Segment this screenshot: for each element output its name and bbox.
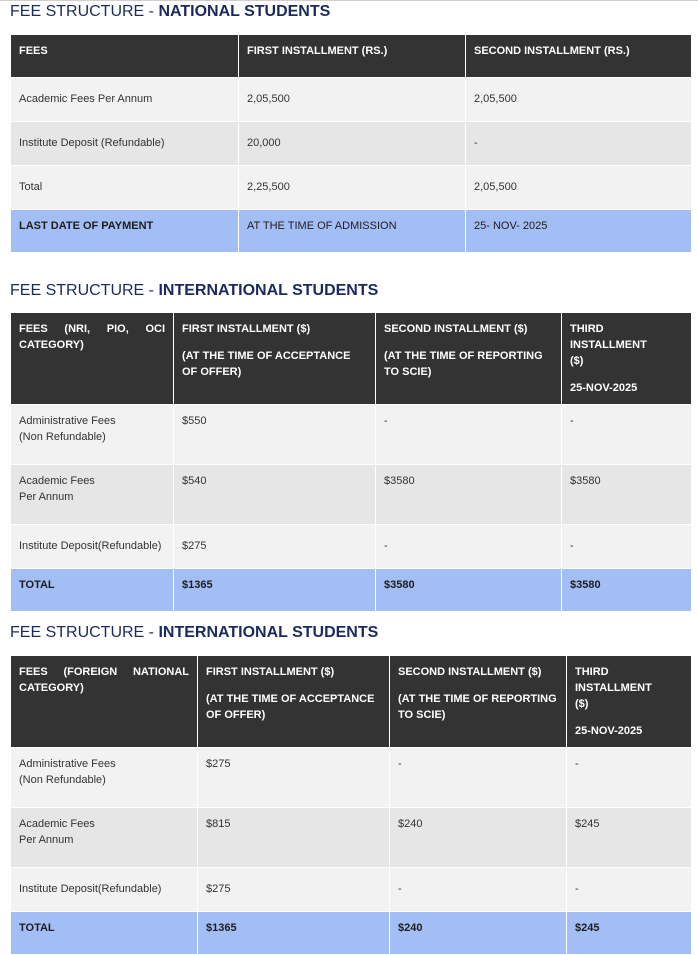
- table-header-row: [11, 313, 692, 405]
- row-label: Administrative Fees (Non Refundable): [11, 405, 174, 465]
- header-fees: FEES: [11, 35, 239, 78]
- row-value: -: [390, 748, 567, 808]
- row-value: $275: [174, 525, 376, 569]
- row-value: $245: [567, 808, 692, 868]
- row-value: $3580: [562, 465, 692, 525]
- row-label: Academic Fees Per Annum: [11, 78, 239, 122]
- row-value: $245: [567, 912, 692, 955]
- section-title-international-nri: FEE STRUCTURE - INTERNATIONAL STUDENTS: [10, 282, 379, 299]
- header-first-installment: FIRST INSTALLMENT ($) (AT THE TIME OF ACCEPTANCE OF OFFER): [198, 656, 390, 748]
- header-fees: FEES (NRI, PIO, OCI CATEGORY): [11, 313, 174, 405]
- row-label: Total: [11, 166, 239, 210]
- header-first-installment: FIRST INSTALLMENT (RS.): [239, 35, 466, 78]
- table-row: [11, 808, 692, 868]
- header-third-installment: THIRD INSTALLMENT ($) 25-NOV-2025: [562, 313, 692, 405]
- table-header-row: [11, 656, 692, 748]
- row-value: -: [390, 868, 567, 912]
- table-row: [11, 525, 692, 569]
- row-value: 20,000: [239, 122, 466, 166]
- table-header-row: [11, 35, 692, 78]
- row-value: $3580: [376, 569, 562, 612]
- top-divider: [0, 0, 698, 1]
- table-row: [11, 465, 692, 525]
- header-third-installment: THIRD INSTALLMENT ($) 25-NOV-2025: [567, 656, 692, 748]
- row-value: $240: [390, 912, 567, 955]
- row-value: $1365: [198, 912, 390, 955]
- row-value: 2,05,500: [239, 78, 466, 122]
- row-value: $3580: [562, 569, 692, 612]
- row-value: $540: [174, 465, 376, 525]
- row-value: -: [466, 122, 692, 166]
- header-first-installment: FIRST INSTALLMENT ($) (AT THE TIME OF ACCEPTANCE OF OFFER): [174, 313, 376, 405]
- row-label: Administrative Fees (Non Refundable): [11, 748, 198, 808]
- row-value: -: [376, 525, 562, 569]
- table-row: [11, 166, 692, 210]
- row-label: Academic Fees Per Annum: [11, 465, 174, 525]
- fee-table-international-foreign: [10, 655, 692, 955]
- row-label: TOTAL: [11, 569, 174, 612]
- table-row: [11, 868, 692, 912]
- row-value: AT THE TIME OF ADMISSION: [239, 210, 466, 253]
- row-value: $1365: [174, 569, 376, 612]
- table-row-highlight: [11, 210, 692, 253]
- header-fees: FEES (FOREIGN NATIONAL CATEGORY): [11, 656, 198, 748]
- table-row: [11, 405, 692, 465]
- row-value: $3580: [376, 465, 562, 525]
- table-row: [11, 748, 692, 808]
- row-value: $240: [390, 808, 567, 868]
- header-second-installment: SECOND INSTALLMENT (RS.): [466, 35, 692, 78]
- row-value: -: [567, 868, 692, 912]
- row-label: Institute Deposit(Refundable): [11, 525, 174, 569]
- table-row: [11, 122, 692, 166]
- row-label: TOTAL: [11, 912, 198, 955]
- table-row: [11, 78, 692, 122]
- fee-table-international-nri: [10, 312, 692, 612]
- row-value: 2,05,500: [466, 166, 692, 210]
- header-second-installment: SECOND INSTALLMENT ($) (AT THE TIME OF REPORTING TO SCIE): [390, 656, 567, 748]
- row-value: 25- NOV- 2025: [466, 210, 692, 253]
- table-row-highlight: [11, 569, 692, 612]
- row-value: $815: [198, 808, 390, 868]
- row-value: -: [562, 525, 692, 569]
- section-title-international-foreign: FEE STRUCTURE - INTERNATIONAL STUDENTS: [10, 624, 379, 641]
- row-value: $275: [198, 868, 390, 912]
- header-second-installment: SECOND INSTALLMENT ($) (AT THE TIME OF REPORTING TO SCIE): [376, 313, 562, 405]
- row-value: $275: [198, 748, 390, 808]
- row-value: -: [567, 748, 692, 808]
- row-value: -: [562, 405, 692, 465]
- row-label: Academic Fees Per Annum: [11, 808, 198, 868]
- table-row-highlight: [11, 912, 692, 955]
- row-label: LAST DATE OF PAYMENT: [11, 210, 239, 253]
- row-value: 2,25,500: [239, 166, 466, 210]
- fee-table-national: [10, 34, 692, 253]
- section-title-national: FEE STRUCTURE - NATIONAL STUDENTS: [10, 3, 331, 20]
- row-label: Institute Deposit(Refundable): [11, 868, 198, 912]
- row-value: -: [376, 405, 562, 465]
- row-value: 2,05,500: [466, 78, 692, 122]
- row-value: $550: [174, 405, 376, 465]
- row-label: Institute Deposit (Refundable): [11, 122, 239, 166]
